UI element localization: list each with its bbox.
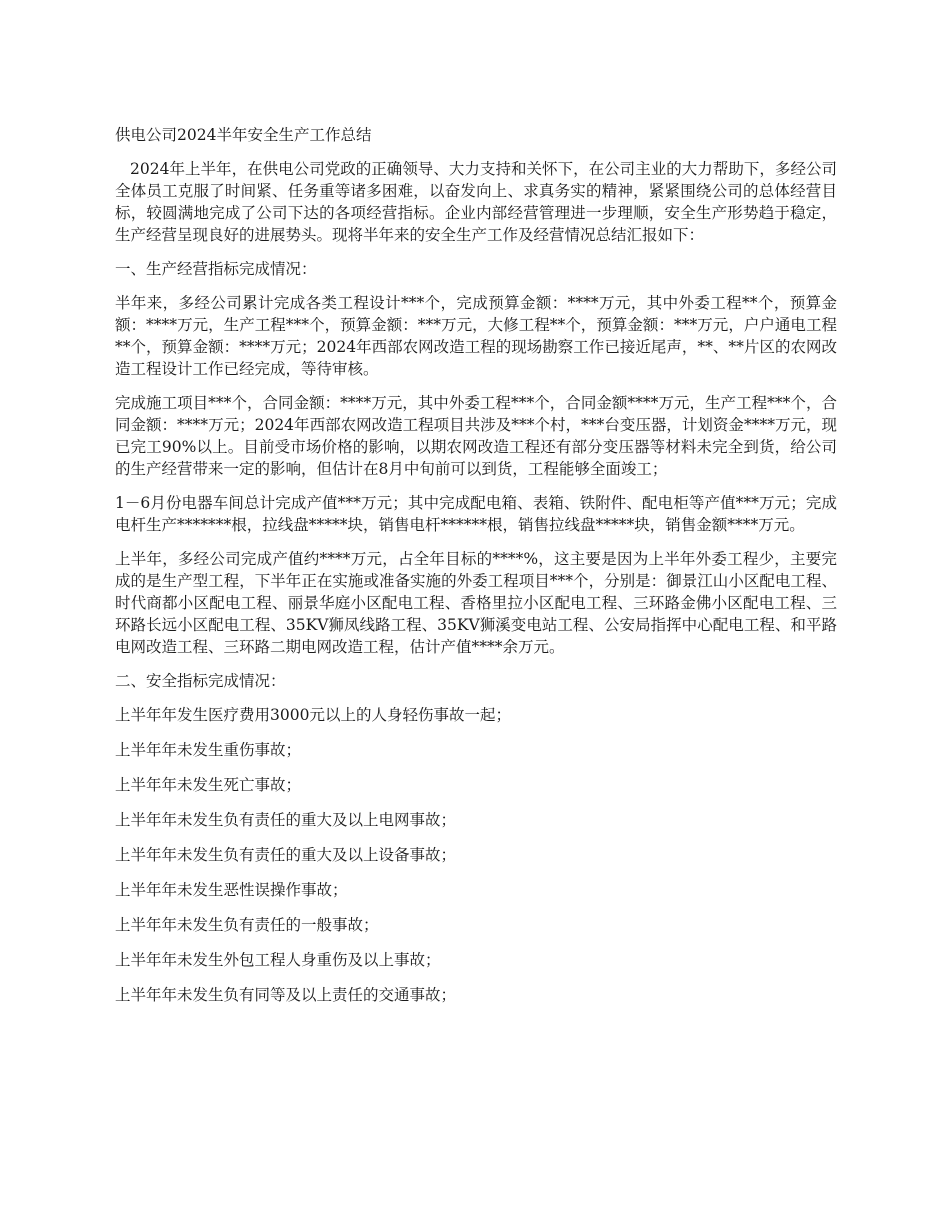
safety-item: 上半年年发生医疗费用3000元以上的人身轻伤事故一起； xyxy=(115,706,511,724)
safety-item: 上半年年未发生负有责任的重大及以上电网事故； xyxy=(115,811,457,829)
section-heading-safety: 二、安全指标完成情况： xyxy=(115,672,286,690)
production-paragraph-output: 上半年，多经公司完成产值约****万元，占全年目标的****%，这主要是因为上半年外委工程少，主要完成的是生产型工程，下半年正在实施或准备实施的外委工程项目***个，分别是：御景江山小区配电工程、时代商都小区配电工程、丽景华庭小区配电工程、香格里拉小区配电工程、三环路金佛小区配电工程、三环路长远小区配电工程、35KV狮凤线路工程、35KV狮溪变电站工程、公安局指挥中心配电工程、和平路电网改造工程、三环路二期电网改造工程，估计产值****余万元。 xyxy=(115,550,837,656)
intro-paragraph: 2024年上半年，在供电公司党政的正确领导、大力支持和关怀下，在公司主业的大力帮助下，多经公司全体员工克服了时间紧、任务重等诸多困难，以奋发向上、求真务实的精神，紧紧围绕公司的总体经营目标，较圆满地完成了公司下达的各项经营指标。企业内部经营管理进一步理顺，安全生产形势趋于稳定，生产经营呈现良好的进展势头。现将半年来的安全生产工作及经营情况总结汇报如下： xyxy=(115,160,837,244)
safety-item: 上半年年未发生外包工程人身重伤及以上事故； xyxy=(115,951,441,969)
section-heading-production: 一、生产经营指标完成情况： xyxy=(115,260,317,278)
safety-item: 上半年年未发生负有责任的重大及以上设备事故； xyxy=(115,846,457,864)
safety-item: 上半年年未发生负有责任的一般事故； xyxy=(115,916,379,934)
safety-item: 上半年年未发生负有同等及以上责任的交通事故； xyxy=(115,986,457,1004)
safety-item: 上半年年未发生重伤事故； xyxy=(115,741,302,759)
safety-item: 上半年年未发生死亡事故； xyxy=(115,776,302,794)
production-paragraph-workshop: 1－6月份电器车间总计完成产值***万元；其中完成配电箱、表箱、铁附件、配电柜等产值***万元；完成电杆生产*******根，拉线盘*****块，销售电杆******根，销售拉线盘*****块，销售金额****万元。 xyxy=(115,494,837,534)
production-paragraph-construction: 完成施工项目***个，合同金额：****万元，其中外委工程***个，合同金额****万元，生产工程***个，合同金额：****万元；2024年西部农网改造工程项目共涉及***个村，***台变压器，计划资金****万元，现已完工90%以上。目前受市场价格的影响，以期农网改造工程还有部分变压器等材料未完全到货，给公司的生产经营带来一定的影响，但估计在8月中旬前可以到货，工程能够全面竣工； xyxy=(115,394,837,478)
production-paragraph-design: 半年来，多经公司累计完成各类工程设计***个，完成预算金额：****万元，其中外委工程**个，预算金额：****万元，生产工程***个，预算金额：***万元，大修工程**个，预算金额：***万元，户户通电工程**个，预算金额：****万元；2024年西部农网改造工程的现场勘察工作已接近尾声，**、**片区的农网改造工程设计工作已经完成，等待审核。 xyxy=(115,294,837,378)
safety-item: 上半年年未发生恶性误操作事故； xyxy=(115,881,348,899)
document-page xyxy=(115,124,837,1019)
document-title: 供电公司2024半年安全生产工作总结 xyxy=(115,126,372,144)
